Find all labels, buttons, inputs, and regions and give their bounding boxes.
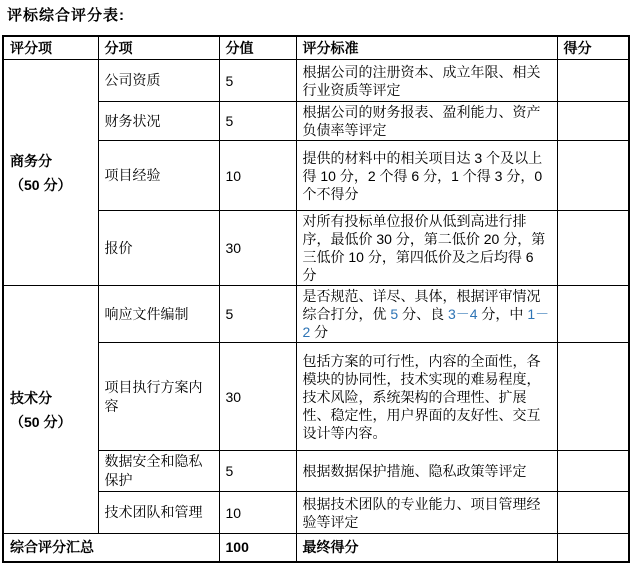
criteria-text: 分、良 [398, 306, 448, 322]
score-empty-cell [557, 141, 629, 211]
value-cell: 30 [219, 211, 296, 286]
group-cell-business [3, 60, 98, 286]
criteria-text: 是否规范、详尽、具体，根据评审情况综合打分，优 [302, 288, 541, 322]
criteria-accent-number: 5 [390, 306, 399, 322]
subitem-cell: 项目经验 [98, 141, 219, 211]
column-header-3: 评分标准 [296, 36, 557, 60]
value-cell: 5 [219, 286, 296, 343]
criteria-text: 包括方案的可行性，内容的全面性，各模块的协同性，技术实现的难易程度，技术风险，系统架构的合理性、扩展性、稳定性，用户界面的友好性、交互设计等内容。 [302, 352, 541, 441]
group-label-line-0: 技术分 [10, 389, 52, 406]
column-header-2: 分值 [219, 36, 296, 60]
criteria-cell [296, 60, 557, 102]
score-empty-cell [557, 492, 629, 534]
criteria-text: 根据数据保护措施、隐私政策等评定 [302, 463, 527, 479]
value-cell: 10 [219, 141, 296, 211]
value-cell: 5 [219, 102, 296, 141]
criteria-text: 根据技术团队的专业能力、项目管理经验等评定 [302, 495, 541, 530]
criteria-cell [296, 343, 557, 451]
subitem-cell: 技术团队和管理 [98, 492, 219, 534]
table-row-business-0 [3, 60, 629, 102]
subitem-cell: 数据安全和隐私保护 [98, 451, 219, 492]
table-body [3, 60, 629, 562]
page-title: 评标综合评分表: [7, 7, 125, 24]
subitem-cell: 响应文件编制 [98, 286, 219, 343]
summary-criteria-cell: 最终得分 [296, 534, 557, 562]
score-empty-cell [557, 102, 629, 141]
summary-row [3, 534, 629, 562]
criteria-text: 根据公司的财务报表、盈利能力、资产负债率等评定 [302, 104, 541, 138]
subitem-cell: 公司资质 [98, 60, 219, 102]
criteria-text: 分 [310, 324, 329, 340]
summary-value-cell: 100 [219, 534, 296, 562]
group-label-line-1: （50 分） [10, 413, 72, 430]
summary-label-cell: 综合评分汇总 [3, 534, 219, 562]
criteria-cell [296, 286, 557, 343]
column-header-1: 分项 [98, 36, 219, 60]
value-cell: 10 [219, 492, 296, 534]
value-cell: 5 [219, 60, 296, 102]
criteria-cell [296, 492, 557, 534]
group-label-line-0: 商务分 [10, 152, 52, 169]
value-cell: 5 [219, 451, 296, 492]
subitem-cell: 财务状况 [98, 102, 219, 141]
criteria-cell [296, 141, 557, 211]
subitem-cell: 项目执行方案内容 [98, 343, 219, 451]
score-table [2, 35, 630, 563]
column-header-4: 得分 [557, 36, 629, 60]
score-empty-cell [557, 343, 629, 451]
column-header-0: 评分项 [3, 36, 98, 60]
summary-score-empty-cell [557, 534, 629, 562]
criteria-text: 分，中 [477, 306, 528, 322]
criteria-accent-number: 1－2 [302, 306, 550, 340]
criteria-cell [296, 451, 557, 492]
criteria-text: 对所有投标单位报价从低到高进行排序，最低价 30 分，第二低价 20 分，第三低价 10 分，第四低价及之后均得 6 分 [302, 213, 546, 283]
score-empty-cell [557, 211, 629, 286]
score-empty-cell [557, 60, 629, 102]
criteria-accent-number: 3－4 [447, 306, 478, 322]
group-label-line-1: （50 分） [10, 176, 72, 193]
subitem-cell: 报价 [98, 211, 219, 286]
criteria-text: 提供的材料中的相关项目达 3 个及以上得 10 分，2 个得 6 分，1 个得 3 分，0 个不得分 [302, 149, 543, 202]
score-empty-cell [557, 451, 629, 492]
table-head [3, 36, 629, 60]
criteria-cell [296, 102, 557, 141]
group-cell-technical [3, 286, 98, 534]
criteria-text: 根据公司的注册资本、成立年限、相关行业资质等评定 [302, 63, 541, 98]
score-empty-cell [557, 286, 629, 343]
value-cell: 30 [219, 343, 296, 451]
header-row [3, 36, 629, 60]
criteria-cell [296, 211, 557, 286]
table-row-technical-0 [3, 286, 629, 343]
